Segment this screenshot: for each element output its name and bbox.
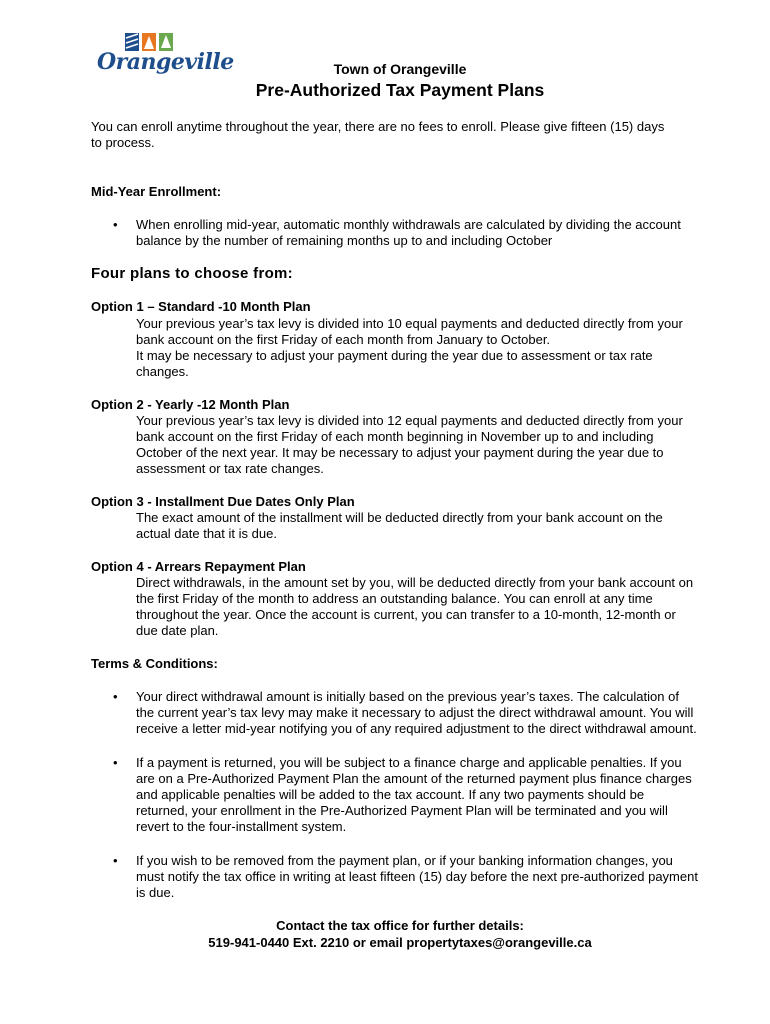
intro-line-2: to process. xyxy=(91,135,155,150)
terms-heading: Terms & Conditions: xyxy=(91,656,218,671)
intro-line-1: You can enroll anytime throughout the year, there are no fees to enroll. Please give fifteen (15) days xyxy=(91,119,665,134)
bullet-icon: • xyxy=(113,853,118,868)
option-4-line: the first Friday of the month to address an outstanding balance. You can enroll at any time xyxy=(136,591,653,606)
mid-year-heading: Mid-Year Enrollment: xyxy=(91,184,222,199)
town-name: Town of Orangeville xyxy=(333,61,467,77)
plans-heading: Four plans to choose from: xyxy=(91,265,293,282)
page-title: Pre-Authorized Tax Payment Plans xyxy=(255,80,545,100)
option-2-line: October of the next year. It may be necessary to adjust your payment during the year due to xyxy=(136,445,664,460)
terms-item-2-line: If a payment is returned, you will be subject to a finance charge and applicable penalties. If you xyxy=(136,755,682,770)
terms-item-1-line: the current year’s tax levy may make it necessary to adjust the direct withdrawal amount. You will xyxy=(136,705,694,720)
option-2-line: bank account on the first Friday of each month beginning in November up to and including xyxy=(136,429,654,444)
terms-item-2-line: revert to the four-installment system. xyxy=(136,819,347,834)
option-1-line: bank account on the first Friday of each month from January to October. xyxy=(136,332,551,347)
option-2-title: Option 2 - Yearly -12 Month Plan xyxy=(91,397,290,412)
option-2-line: assessment or tax rate changes. xyxy=(136,461,324,476)
terms-item-3-line: must notify the tax office in writing at least fifteen (15) day before the next pre-authorized payment xyxy=(136,869,698,884)
option-1-line: It may be necessary to adjust your payment during the year due to assessment or tax rate xyxy=(136,348,653,363)
contact-details: 519-941-0440 Ext. 2210 or email propertytaxes@orangeville.ca xyxy=(208,935,592,950)
mid-year-line-2: balance by the number of remaining months up to and including October xyxy=(136,233,553,248)
option-3-line: The exact amount of the installment will be deducted directly from your bank account on the xyxy=(136,510,663,525)
bullet-icon: • xyxy=(113,689,118,704)
terms-item-1-line: Your direct withdrawal amount is initially based on the previous year’s taxes. The calculation of xyxy=(136,689,679,704)
terms-item-2-line: are on a Pre-Authorized Payment Plan the amount of the returned payment plus finance charges xyxy=(136,771,692,786)
option-4-line: Direct withdrawals, in the amount set by you, will be deducted directly from your bank account on xyxy=(136,575,694,590)
option-4-title: Option 4 - Arrears Repayment Plan xyxy=(91,559,306,574)
terms-item-1-line: receive a letter mid-year notifying you of any required adjustment to the direct withdrawal amount. xyxy=(136,721,697,736)
terms-item-2-line: returned, your enrollment in the Pre-Authorized Payment Plan will be terminated and you will xyxy=(136,803,668,818)
option-1-title: Option 1 – Standard -10 Month Plan xyxy=(91,299,311,314)
option-4-line: due date plan. xyxy=(136,623,219,638)
option-4-line: throughout the year. Once the account is current, you can transfer to a 10-month, 12-month or xyxy=(136,607,676,622)
bullet-icon: • xyxy=(113,755,118,770)
option-1-line: Your previous year’s tax levy is divided into 10 equal payments and deducted directly from your xyxy=(136,316,683,331)
option-1-line: changes. xyxy=(136,364,189,379)
mid-year-line-1: When enrolling mid-year, automatic monthly withdrawals are calculated by dividing the account xyxy=(136,217,681,232)
terms-item-2-line: and applicable penalties will be added to the tax account. If any two payments should be xyxy=(136,787,645,802)
terms-item-3-line: is due. xyxy=(136,885,175,900)
terms-item-3-line: If you wish to be removed from the payment plan, or if your banking information changes, you xyxy=(136,853,673,868)
option-3-title: Option 3 - Installment Due Dates Only Plan xyxy=(91,494,355,509)
option-2-line: Your previous year’s tax levy is divided into 12 equal payments and deducted directly from your xyxy=(136,413,683,428)
contact-heading: Contact the tax office for further details: xyxy=(276,918,524,933)
bullet-icon: • xyxy=(113,217,118,232)
logo-wordmark: Orangeville xyxy=(97,49,234,75)
option-3-line: actual date that it is due. xyxy=(136,526,277,541)
